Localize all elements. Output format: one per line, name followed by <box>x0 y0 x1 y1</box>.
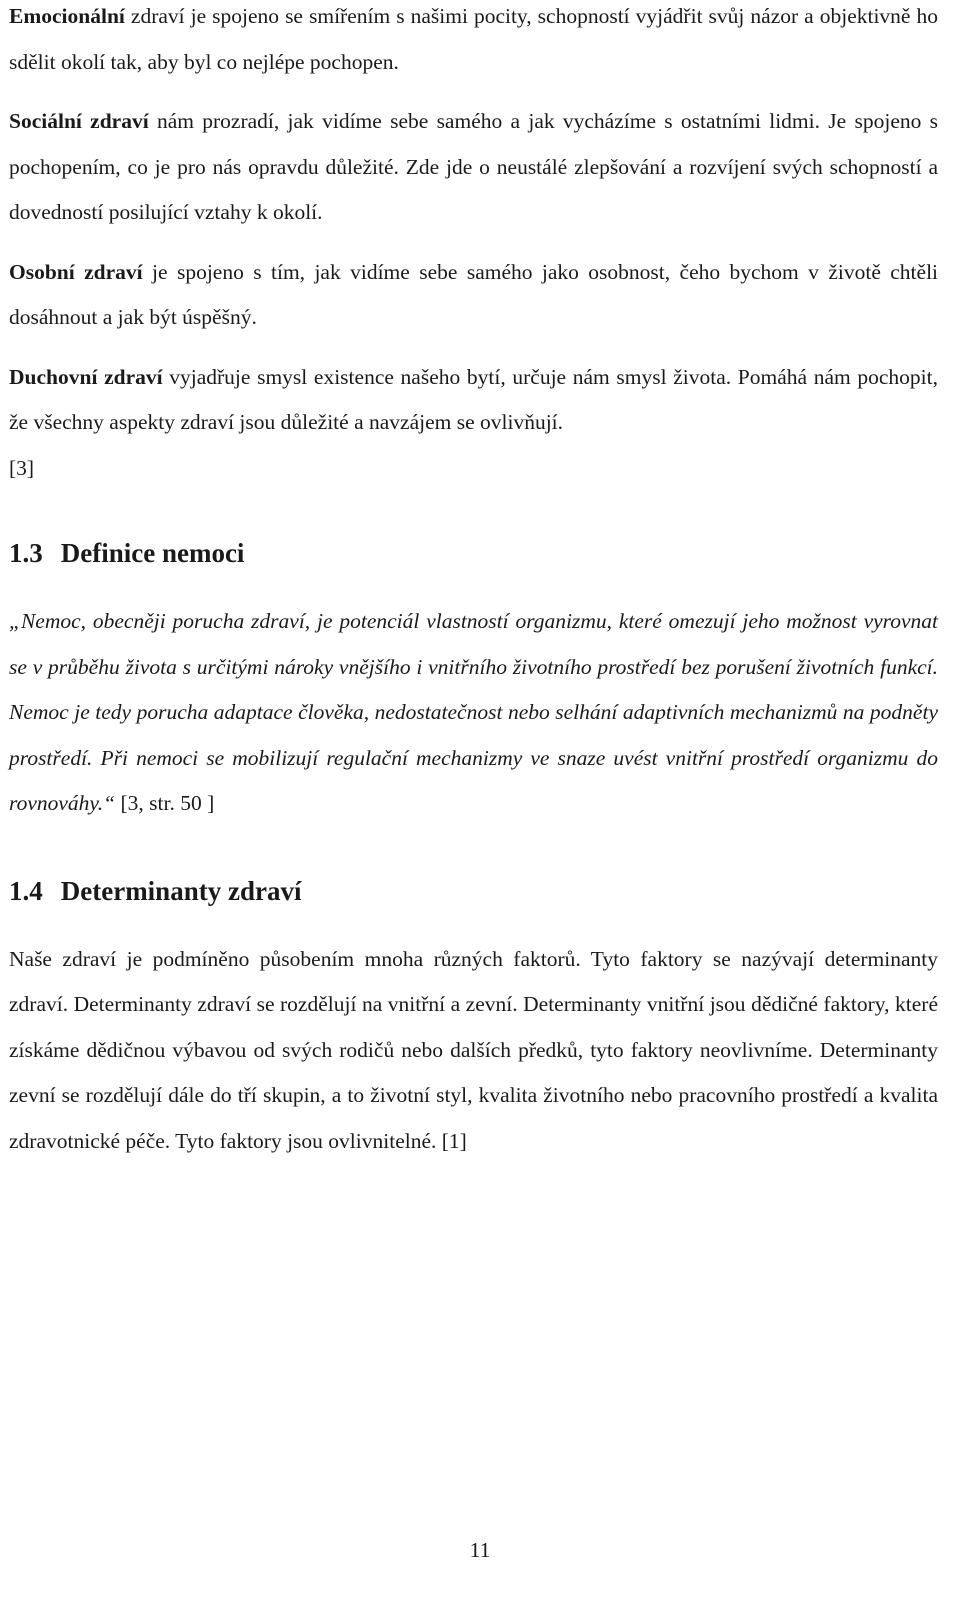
text-social: nám prozradí, jak vidíme sebe samého a jak vycházíme s ostatními lidmi. Je spojeno s pochopením, co je pro nás opravdu důležité. Zde jde o neustálé zlepšování a rozvíjení svých schopností a dovedností posilující vztahy k okolí. <box>9 109 939 224</box>
term-spiritual: Duchovní zdraví <box>9 364 163 389</box>
heading-number: 1.3 <box>9 538 43 568</box>
quote-citation: [3, str. 50 ] <box>115 791 215 815</box>
paragraph-personal-health <box>9 250 938 341</box>
definition-quote <box>9 599 938 827</box>
heading-title: Determinanty zdraví <box>60 875 302 906</box>
heading-number: 1.4 <box>9 875 43 906</box>
heading-title: Definice nemoci <box>60 538 245 568</box>
page-number: 11 <box>469 1538 491 1562</box>
page-body <box>9 0 938 1164</box>
paragraph-emotional-health <box>9 0 938 85</box>
paragraph-social-health <box>9 99 938 236</box>
citation-reference: [3] <box>9 455 35 480</box>
term-emotional: Emocionální <box>9 4 125 28</box>
text-personal: je spojeno s tím, jak vidíme sebe samého jako osobnost, čeho bychom v životě chtěli dosáhnout a jak být úspěšný. <box>9 259 939 329</box>
paragraph-determinants: Naše zdraví je podmíněno působením mnoha různých faktorů. Tyto faktory se nazývají determinanty zdraví. Determinanty zdraví se rozdělují na vnitřní a zevní. Determinanty vnitřní jsou dědičné faktory, které získáme dědičnou výbavou od svých rodičů nebo dalších předků, tyto faktory neovlivníme. Determinanty zevní se rozdělují dále do tří skupin, a to životní styl, kvalita životního nebo pracovního prostředí a kvalita zdravotnické péče. Tyto faktory jsou ovlivnitelné. [1] <box>9 946 938 1153</box>
term-personal: Osobní zdraví <box>9 259 143 284</box>
term-social: Sociální zdraví <box>9 109 149 133</box>
heading-determinants-of-health <box>9 871 938 911</box>
paragraph-spiritual-health <box>9 355 938 446</box>
heading-definition-of-disease <box>9 533 938 573</box>
text-spiritual: vyjadřuje smysl existence našeho bytí, určuje nám smysl života. Pomáhá nám pochopit, že všechny aspekty zdraví jsou důležité a navzájem se ovlivňují. <box>9 364 938 434</box>
text-emotional: zdraví je spojeno se smířením s našimi pocity, schopností vyjádřit svůj názor a objektivně ho sdělit okolí tak, aby byl co nejlépe pochopen. <box>9 4 938 74</box>
quote-text: „Nemoc, obecněji porucha zdraví, je potenciál vlastností organizmu, které omezují jeho možnost vyrovnat se v průběhu života s určitými nároky vnějšího i vnitřního životního prostředí bez porušení životních funkcí. Nemoc je tedy porucha adaptace člověka, nedostatečnost nebo selhání adaptivních mechanizmů na podněty prostředí. Při nemoci se mobilizují regulační mechanizmy ve snaze uvést vnitřní prostředí organizmu do rovnováhy.“ <box>9 609 938 815</box>
